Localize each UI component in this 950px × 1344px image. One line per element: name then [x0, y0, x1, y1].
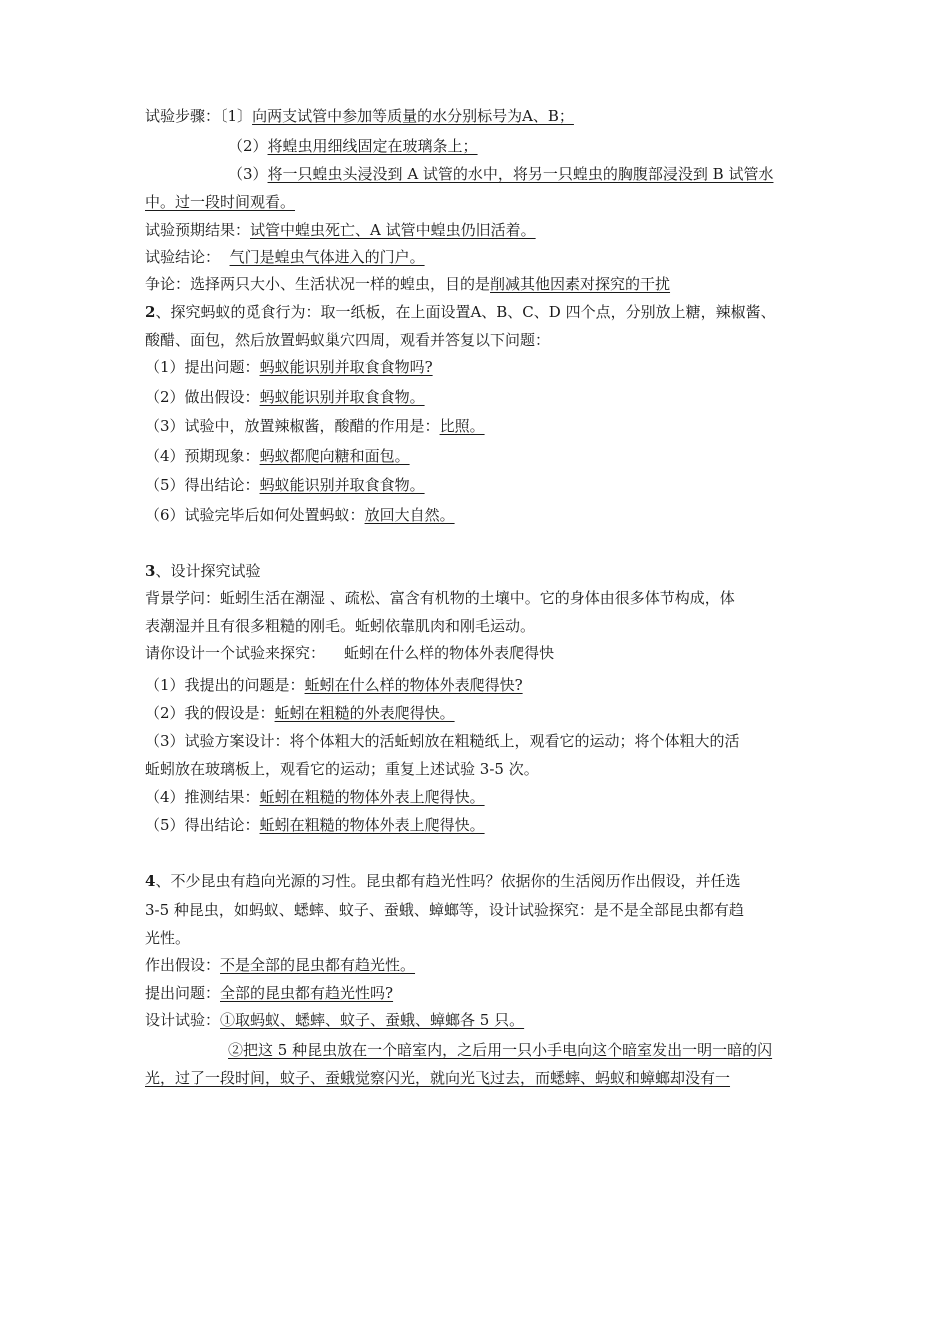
section-number: 3 — [145, 562, 156, 580]
plan-text: 蚯蚓放在玻璃板上，观看它的运动；重复上述试验 3-5 次。 — [145, 760, 539, 778]
list-item — [145, 387, 425, 407]
item-number: （2） — [145, 704, 185, 722]
sec4-intro: 3-5 种昆虫，如蚂蚁、蟋蟀、蚊子、蚕蛾、蟑螂等，设计试验探究：是不是全部昆虫都有趋 — [145, 901, 744, 919]
sec3-task-line — [145, 643, 554, 663]
debate-answer: 削减其他因素对探究的干扰 — [490, 275, 671, 293]
step-text: 向两支试管中参加等质量的水分别标号为A、B； — [252, 107, 574, 125]
item-number: （4） — [145, 788, 185, 806]
item-answer: 蚯蚓在什么样的物体外表爬得快? — [304, 676, 523, 694]
expected-label: 试验预期结果： — [145, 221, 251, 239]
item-label: 推测结果： — [184, 788, 260, 806]
section-number: 2 — [145, 303, 156, 321]
expected-answer: 试管中蝗虫死亡、A 试管中蝗虫仍旧活着。 — [250, 221, 536, 239]
sec3-background-line-1 — [145, 588, 735, 608]
item-label: 做出假设： — [184, 388, 260, 406]
sec2-intro-line-2 — [145, 330, 550, 350]
sec4-intro-line-3 — [145, 928, 190, 948]
debate-line — [145, 274, 670, 294]
task-label: 请你设计一个试验来探究： — [145, 644, 326, 662]
item-answer: 蚂蚁都爬向糖和面包。 — [259, 447, 410, 465]
item-label: 得出结论： — [184, 816, 260, 834]
steps-line-3-cont — [145, 192, 295, 212]
item-label: 我的假设是： — [184, 704, 275, 722]
background-text: 表潮湿并且有很多粗糙的刚毛。蚯蚓依靠肌肉和刚毛运动。 — [145, 617, 536, 635]
sec4-intro-line-1 — [145, 871, 740, 891]
item-label: 得出结论： — [184, 476, 260, 494]
sec2-intro-line-1 — [145, 302, 776, 322]
item-number: （5） — [145, 816, 185, 834]
section-number: 4 — [145, 872, 156, 890]
design-step: 光，过了一段时间，蚊子、蚕蛾觉察闪光，就向光飞过去，而蟋蟀、蚂蚁和蟑螂却没有一 — [145, 1069, 731, 1087]
question-line — [145, 983, 393, 1003]
design-line-2 — [228, 1040, 772, 1060]
step-text: 中。过一段时间观看。 — [145, 193, 296, 211]
step-number: （3） — [228, 165, 268, 183]
list-item — [145, 416, 485, 436]
design-line-1 — [145, 1010, 524, 1030]
list-item — [145, 357, 433, 377]
list-item — [145, 703, 455, 723]
sec4-intro: 光性。 — [145, 929, 191, 947]
sec4-intro-line-2 — [145, 900, 744, 920]
step-text: 将一只蝗虫头浸没到 A 试管的水中，将另一只蝗虫的胸腹部浸没到 B 试管水 — [267, 165, 774, 183]
sec4-intro: 、不少昆虫有趋向光源的习性。昆虫都有趋光性吗？依据你的生活阅历作出假设，并任选 — [155, 872, 741, 890]
item-answer: 蚂蚁能识别并取食食物。 — [259, 388, 425, 406]
item-number: （1） — [145, 676, 185, 694]
item-label: 预期现象： — [184, 447, 260, 465]
list-item — [145, 815, 485, 835]
list-item — [145, 446, 410, 466]
sec3-heading — [145, 561, 260, 581]
item-number: （4） — [145, 447, 185, 465]
item-answer: 比照。 — [439, 417, 485, 435]
steps-line-3 — [228, 164, 773, 184]
sec2-intro: 酸醋、面包，然后放置蚂蚁巢穴四周，观看并答复以下问题： — [145, 331, 551, 349]
item-number: （5） — [145, 476, 185, 494]
item-answer: 蚂蚁能识别并取食食物。 — [259, 476, 425, 494]
conclusion-line — [145, 247, 425, 267]
hypothesis-label: 作出假设： — [145, 956, 221, 974]
item-answer: 蚯蚓在粗糙的物体外表上爬得快。 — [259, 788, 485, 806]
step-text: 将蝗虫用细线固定在玻璃条上； — [267, 137, 478, 155]
expected-result-line — [145, 220, 536, 240]
sec3-plan-line-2 — [145, 759, 539, 779]
steps-line-1 — [145, 106, 574, 126]
item-label: 试验完毕后如何处置蚂蚁： — [184, 506, 365, 524]
sec2-intro: 、探究蚂蚁的觅食行为：取一纸板，在上面设置A、B、C、D 四个点，分别放上糖，辣椒酱、 — [155, 303, 776, 321]
conclusion-answer: 气门是蝗虫气体进入的门户。 — [229, 248, 425, 266]
design-step: ②把这 5 种昆虫放在一个暗室内，之后用一只小手电向这个暗室发出一明一暗的闪 — [228, 1041, 773, 1059]
sec3-plan-line-1 — [145, 731, 740, 751]
item-number: （2） — [145, 388, 185, 406]
design-step: ①取蚂蚁、蟋蟀、蚊子、蚕蛾、蟑螂各 5 只。 — [220, 1011, 525, 1029]
step-number: 〔1〕 — [220, 107, 253, 125]
conclusion-label: 试验结论： — [145, 248, 221, 266]
item-answer: 放回大自然。 — [364, 506, 455, 524]
design-line-2-cont — [145, 1068, 730, 1088]
list-item — [145, 505, 455, 525]
steps-line-2 — [228, 136, 478, 156]
item-answer: 蚯蚓在粗糙的物体外表上爬得快。 — [259, 816, 485, 834]
list-item — [145, 675, 523, 695]
sec3-background-line-2 — [145, 616, 535, 636]
hypothesis-line — [145, 955, 415, 975]
question-answer: 全部的昆虫都有趋光性吗? — [220, 984, 394, 1002]
item-label: 我提出的问题是： — [184, 676, 305, 694]
list-item — [145, 787, 485, 807]
item-number: （6） — [145, 506, 185, 524]
item-number: （3） — [145, 732, 185, 750]
item-answer: 蚂蚁能识别并取食食物吗? — [259, 358, 433, 376]
design-label: 设计试验： — [145, 1011, 221, 1029]
question-label: 提出问题： — [145, 984, 221, 1002]
item-number: （3） — [145, 417, 185, 435]
task-text: 蚯蚓在什么样的物体外表爬得快 — [344, 644, 555, 662]
item-number: （1） — [145, 358, 185, 376]
list-item — [145, 475, 425, 495]
item-answer: 蚯蚓在粗糙的外表爬得快。 — [274, 704, 455, 722]
steps-label: 试验步骤： — [145, 107, 221, 125]
hypothesis-answer: 不是全部的昆虫都有趋光性。 — [220, 956, 416, 974]
step-number: （2） — [228, 137, 268, 155]
item-label: 试验中，放置辣椒酱，酸醋的作用是： — [184, 417, 440, 435]
item-label: 提出问题： — [184, 358, 260, 376]
sec3-heading-text: 、设计探究试验 — [155, 562, 261, 580]
debate-label: 争论：选择两只大小、生活状况一样的蝗虫，目的是 — [145, 275, 491, 293]
plan-text: 试验方案设计：将个体粗大的活蚯蚓放在粗糙纸上，观看它的运动；将个体粗大的活 — [184, 732, 740, 750]
background-text: 背景学问：蚯蚓生活在潮湿 、疏松、富含有机物的土壤中。它的身体由很多体节构成，体 — [145, 589, 735, 607]
